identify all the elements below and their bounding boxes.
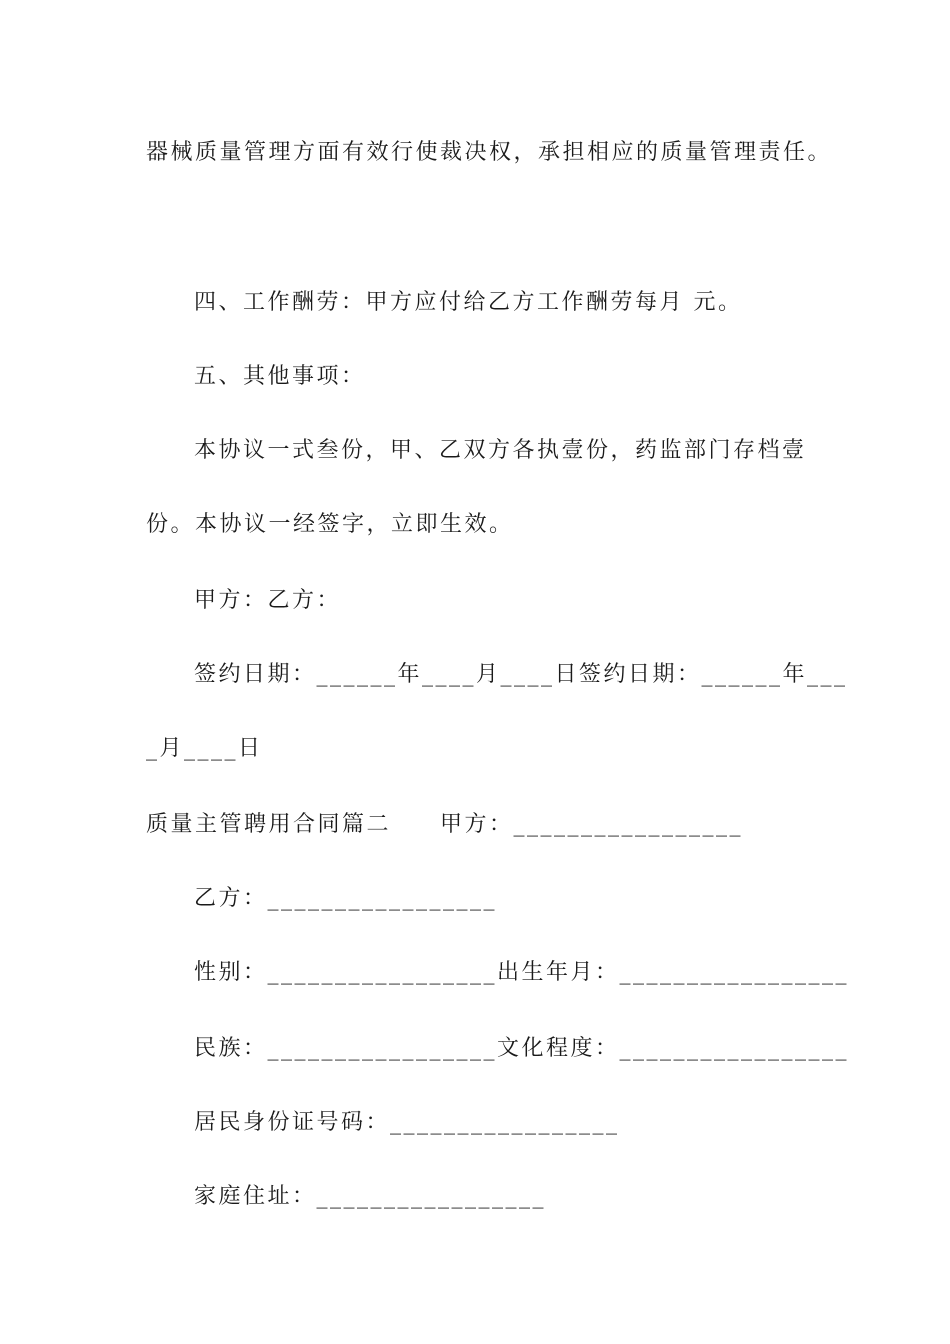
- paragraph-copies: 本协议一式叁份，甲、乙双方各执壹份，药监部门存档壹: [194, 438, 807, 463]
- paragraph-quality-authority: 器械质量管理方面有效行使裁决权，承担相应的质量管理责任。: [146, 140, 833, 165]
- clause-four-remuneration: 四、工作酬劳：甲方应付给乙方工作酬劳每月 元。: [194, 290, 743, 315]
- signing-date-line-continued: _月____日: [146, 736, 263, 761]
- home-address-field: 家庭住址：_________________: [194, 1184, 547, 1209]
- id-number-field: 居民身份证号码：_________________: [194, 1110, 620, 1135]
- clause-five-heading: 五、其他事项：: [194, 364, 366, 389]
- parties-signature-line: 甲方：乙方：: [194, 588, 342, 613]
- signing-date-line: 签约日期：______年____月____日签约日期：______年___: [194, 662, 848, 687]
- paragraph-copies-continued: 份。本协议一经签字，立即生效。: [146, 512, 514, 537]
- ethnicity-education-field: 民族：_________________文化程度：_________________: [194, 1036, 850, 1061]
- party-b-field: 乙方：_________________: [194, 886, 498, 911]
- gender-birth-field: 性别：_________________出生年月：_________________: [194, 960, 850, 985]
- contract-two-title-party-a: 质量主管聘用合同篇二 甲方：_________________: [146, 812, 744, 837]
